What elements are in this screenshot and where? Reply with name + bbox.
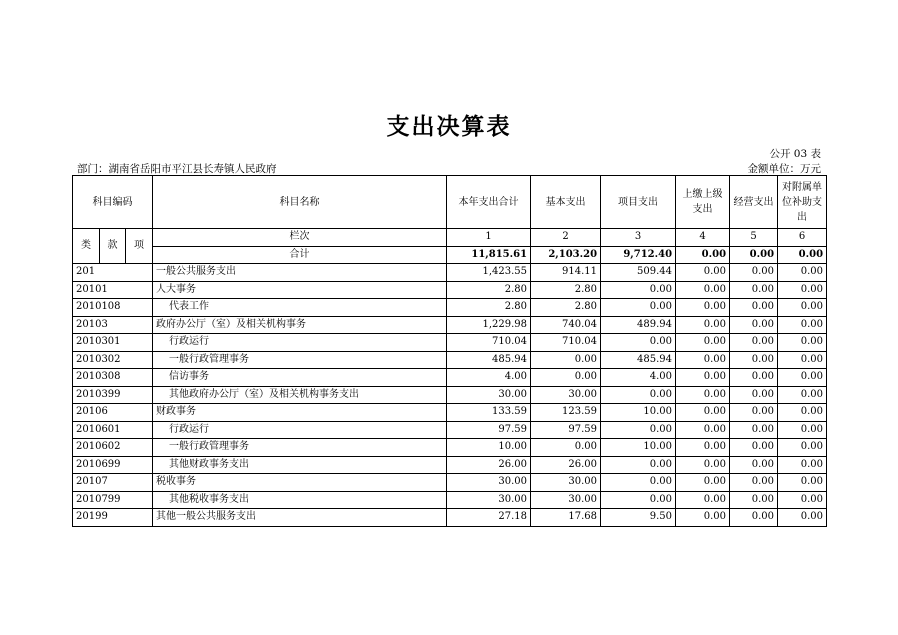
amount-cell: 133.59 <box>447 404 531 422</box>
amount-cell: 0.00 <box>676 491 730 509</box>
table-row <box>73 421 827 439</box>
amount-cell: 4.00 <box>601 369 676 387</box>
amount-cell: 97.59 <box>447 421 531 439</box>
code-cell: 20101 <box>73 281 153 299</box>
amount-cell: 0.00 <box>676 299 730 317</box>
header-name: 科目名称 <box>153 176 447 229</box>
amount-cell: 0.00 <box>601 281 676 299</box>
index-2: 2 <box>531 229 601 247</box>
header-kuan: 款 <box>100 229 126 264</box>
table-row <box>73 369 827 387</box>
amount-cell: 27.18 <box>447 509 531 527</box>
code-cell: 2010399 <box>73 386 153 404</box>
amount-cell: 0.00 <box>778 351 827 369</box>
amount-cell: 0.00 <box>730 491 778 509</box>
amount-cell: 0.00 <box>730 421 778 439</box>
amount-cell: 0.00 <box>601 474 676 492</box>
amount-cell: 0.00 <box>601 456 676 474</box>
code-cell: 2010302 <box>73 351 153 369</box>
amount-cell: 2.80 <box>531 281 601 299</box>
amount-cell: 0.00 <box>676 386 730 404</box>
amount-cell: 9.50 <box>601 509 676 527</box>
table-row <box>73 491 827 509</box>
amount-cell: 0.00 <box>676 369 730 387</box>
amount-cell: 10.00 <box>601 404 676 422</box>
table-row <box>73 404 827 422</box>
amount-cell: 0.00 <box>778 281 827 299</box>
amount-cell: 0.00 <box>601 491 676 509</box>
amount-unit-label: 金额单位：万元 <box>747 163 821 175</box>
amount-cell: 0.00 <box>676 404 730 422</box>
amount-cell: 0.00 <box>778 404 827 422</box>
amount-cell: 0.00 <box>730 509 778 527</box>
amount-cell: 10.00 <box>447 439 531 457</box>
name-cell: 一般行政管理事务 <box>153 439 447 457</box>
amount-cell: 2.80 <box>531 299 601 317</box>
name-cell: 行政运行 <box>153 334 447 352</box>
code-cell: 2010308 <box>73 369 153 387</box>
amount-cell: 0.00 <box>730 334 778 352</box>
table-row <box>73 334 827 352</box>
name-cell: 人大事务 <box>153 281 447 299</box>
name-cell: 其他政府办公厅（室）及相关机构事务支出 <box>153 386 447 404</box>
total-cell: 0.00 <box>778 246 827 264</box>
amount-cell: 740.04 <box>531 316 601 334</box>
name-cell: 一般公共服务支出 <box>153 264 447 282</box>
header-operating-expenditure: 经营支出 <box>730 176 778 229</box>
amount-cell: 0.00 <box>601 334 676 352</box>
amount-cell: 17.68 <box>531 509 601 527</box>
amount-cell: 0.00 <box>676 456 730 474</box>
code-cell: 2010301 <box>73 334 153 352</box>
amount-cell: 30.00 <box>531 491 601 509</box>
total-label: 合计 <box>153 246 447 264</box>
name-cell: 行政运行 <box>153 421 447 439</box>
table-row <box>73 299 827 317</box>
name-cell: 税收事务 <box>153 474 447 492</box>
amount-cell: 2.80 <box>447 299 531 317</box>
total-cell: 0.00 <box>730 246 778 264</box>
index-1: 1 <box>447 229 531 247</box>
amount-cell: 0.00 <box>730 439 778 457</box>
amount-cell: 0.00 <box>778 491 827 509</box>
index-5: 5 <box>730 229 778 247</box>
amount-cell: 0.00 <box>778 474 827 492</box>
amount-cell: 1,423.55 <box>447 264 531 282</box>
code-cell: 20199 <box>73 509 153 527</box>
code-cell: 20103 <box>73 316 153 334</box>
amount-cell: 0.00 <box>676 281 730 299</box>
header-lanci: 栏次 <box>153 229 447 247</box>
amount-cell: 1,229.98 <box>447 316 531 334</box>
amount-cell: 485.94 <box>601 351 676 369</box>
amount-cell: 0.00 <box>730 281 778 299</box>
amount-cell: 97.59 <box>531 421 601 439</box>
amount-cell: 914.11 <box>531 264 601 282</box>
amount-cell: 0.00 <box>730 456 778 474</box>
amount-cell: 0.00 <box>730 264 778 282</box>
department-label: 部门：湖南省岳阳市平江县长寿镇人民政府 <box>77 163 277 175</box>
amount-cell: 0.00 <box>601 299 676 317</box>
code-cell: 2010799 <box>73 491 153 509</box>
amount-cell: 710.04 <box>531 334 601 352</box>
amount-cell: 0.00 <box>730 351 778 369</box>
column-index-row <box>73 229 827 247</box>
header-project-expenditure: 项目支出 <box>601 176 676 229</box>
amount-cell: 0.00 <box>778 421 827 439</box>
amount-cell: 710.04 <box>447 334 531 352</box>
amount-cell: 26.00 <box>447 456 531 474</box>
table-row <box>73 386 827 404</box>
code-cell: 2010602 <box>73 439 153 457</box>
total-cell: 0.00 <box>676 246 730 264</box>
amount-cell: 123.59 <box>531 404 601 422</box>
amount-cell: 0.00 <box>730 386 778 404</box>
amount-cell: 30.00 <box>447 491 531 509</box>
amount-cell: 0.00 <box>730 474 778 492</box>
form-number: 公开 03 表 <box>769 148 821 160</box>
page-title: 支出决算表 <box>386 114 512 140</box>
amount-cell: 0.00 <box>778 264 827 282</box>
name-cell: 政府办公厅（室）及相关机构事务 <box>153 316 447 334</box>
amount-cell: 30.00 <box>531 386 601 404</box>
index-3: 3 <box>601 229 676 247</box>
amount-cell: 489.94 <box>601 316 676 334</box>
amount-cell: 0.00 <box>676 439 730 457</box>
amount-cell: 4.00 <box>447 369 531 387</box>
amount-cell: 485.94 <box>447 351 531 369</box>
code-cell: 2010601 <box>73 421 153 439</box>
table-row <box>73 316 827 334</box>
header-basic-expenditure: 基本支出 <box>531 176 601 229</box>
amount-cell: 0.00 <box>730 369 778 387</box>
total-cell: 11,815.61 <box>447 246 531 264</box>
table-row <box>73 439 827 457</box>
amount-cell: 0.00 <box>601 421 676 439</box>
amount-cell: 0.00 <box>730 404 778 422</box>
table-row <box>73 456 827 474</box>
amount-cell: 0.00 <box>601 386 676 404</box>
amount-cell: 0.00 <box>676 509 730 527</box>
name-cell: 财政事务 <box>153 404 447 422</box>
code-cell: 20107 <box>73 474 153 492</box>
amount-cell: 0.00 <box>531 369 601 387</box>
amount-cell: 0.00 <box>778 369 827 387</box>
amount-cell: 0.00 <box>778 299 827 317</box>
code-cell: 2010108 <box>73 299 153 317</box>
total-row <box>73 246 827 264</box>
amount-cell: 10.00 <box>601 439 676 457</box>
header-code: 科目编码 <box>73 176 153 229</box>
table-row <box>73 474 827 492</box>
amount-cell: 509.44 <box>601 264 676 282</box>
amount-cell: 0.00 <box>676 334 730 352</box>
amount-cell: 0.00 <box>531 351 601 369</box>
header-row <box>73 176 827 229</box>
code-cell: 201 <box>73 264 153 282</box>
header-remit-expenditure: 上缴上级支出 <box>676 176 730 229</box>
header-xiang: 项 <box>126 229 153 264</box>
amount-cell: 30.00 <box>531 474 601 492</box>
amount-cell: 0.00 <box>531 439 601 457</box>
name-cell: 其他税收事务支出 <box>153 491 447 509</box>
amount-cell: 0.00 <box>778 334 827 352</box>
code-cell: 20106 <box>73 404 153 422</box>
name-cell: 其他一般公共服务支出 <box>153 509 447 527</box>
name-cell: 其他财政事务支出 <box>153 456 447 474</box>
code-cell: 2010699 <box>73 456 153 474</box>
amount-cell: 0.00 <box>778 456 827 474</box>
amount-cell: 2.80 <box>447 281 531 299</box>
amount-cell: 0.00 <box>778 439 827 457</box>
total-cell: 9,712.40 <box>601 246 676 264</box>
header-total-expenditure: 本年支出合计 <box>447 176 531 229</box>
amount-cell: 30.00 <box>447 474 531 492</box>
table-row <box>73 351 827 369</box>
table-row <box>73 509 827 527</box>
amount-cell: 0.00 <box>676 351 730 369</box>
total-cell: 2,103.20 <box>531 246 601 264</box>
index-4: 4 <box>676 229 730 247</box>
index-6: 6 <box>778 229 827 247</box>
amount-cell: 0.00 <box>676 264 730 282</box>
amount-cell: 0.00 <box>730 316 778 334</box>
amount-cell: 0.00 <box>676 421 730 439</box>
amount-cell: 0.00 <box>778 386 827 404</box>
amount-cell: 0.00 <box>778 509 827 527</box>
amount-cell: 26.00 <box>531 456 601 474</box>
name-cell: 代表工作 <box>153 299 447 317</box>
amount-cell: 30.00 <box>447 386 531 404</box>
amount-cell: 0.00 <box>730 299 778 317</box>
name-cell: 一般行政管理事务 <box>153 351 447 369</box>
amount-cell: 0.00 <box>778 316 827 334</box>
amount-cell: 0.00 <box>676 316 730 334</box>
header-lei: 类 <box>73 229 100 264</box>
table-row <box>73 281 827 299</box>
name-cell: 信访事务 <box>153 369 447 387</box>
table-row <box>73 264 827 282</box>
amount-cell: 0.00 <box>676 474 730 492</box>
header-subsidy-expenditure: 对附属单位补助支出 <box>778 176 827 229</box>
expenditure-table <box>72 175 827 527</box>
